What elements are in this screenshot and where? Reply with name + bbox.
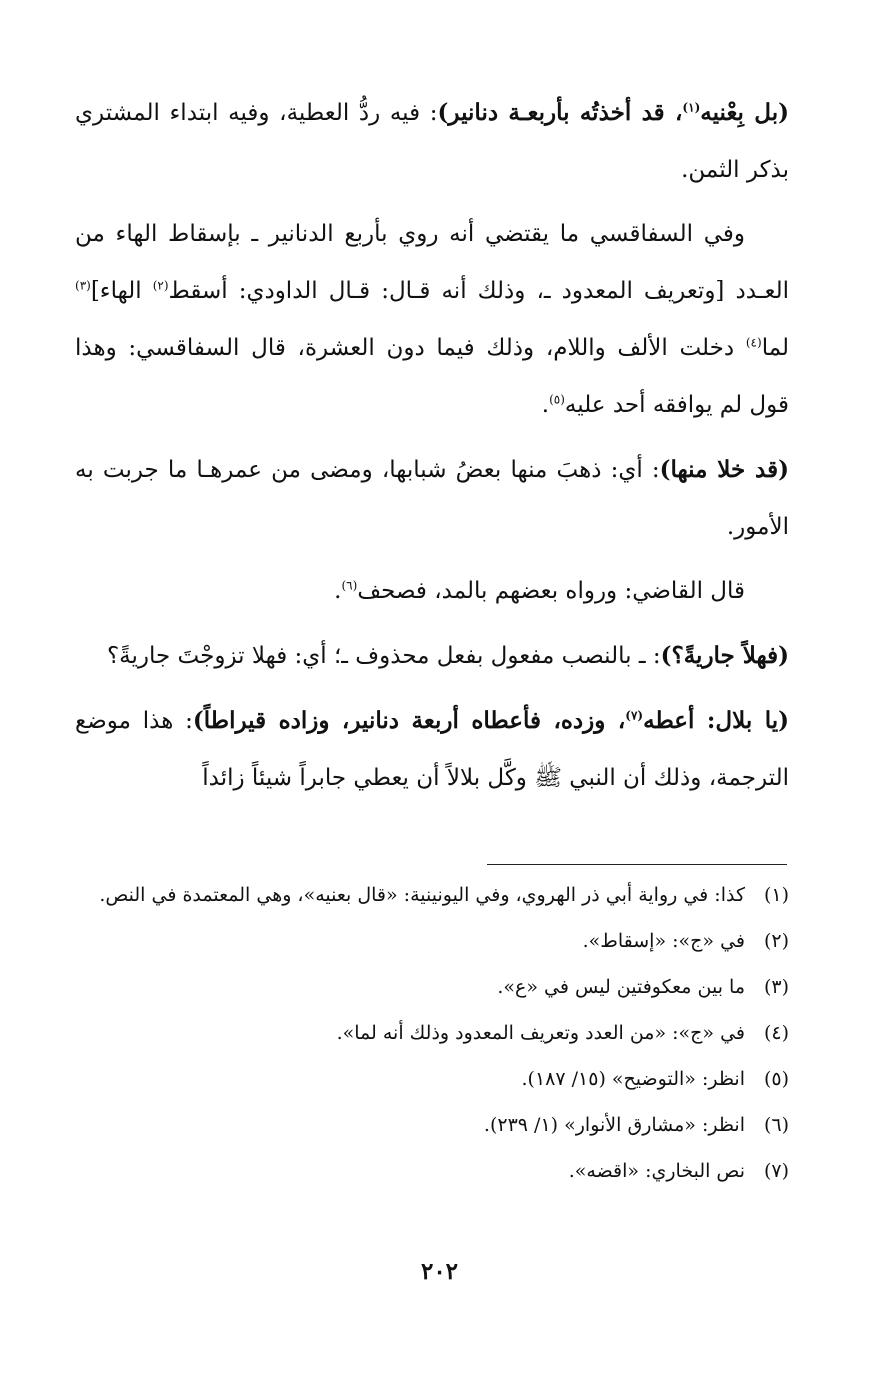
lemma-text: (يا بلال: أعطه — [643, 707, 789, 734]
paragraph-1 — [75, 84, 789, 199]
commentary-text: دخلت الألف واللام، وذلك فيما دون العشرة، قال السفاقسي: وهذا قول لم يوافقه أحد عليه — [75, 335, 789, 418]
lemma — [193, 707, 789, 734]
footnote-6 — [75, 1108, 789, 1142]
commentary-text: : ـ بالنصب مفعول بفعل محذوف ـ؛ أي: فهلا تزوجْتَ جاريةً؟ — [106, 643, 661, 669]
footnote-number: (٧) — [763, 1160, 789, 1182]
footnotes — [75, 878, 789, 1188]
lemma — [438, 99, 789, 126]
lemma: (فهلاً جاريةً؟) — [660, 642, 789, 669]
paragraph-2 — [75, 206, 789, 434]
footnote-7 — [75, 1154, 789, 1188]
main-text — [75, 84, 789, 814]
footnote-number: (٣) — [763, 976, 789, 998]
commentary-text: الهاء] — [90, 278, 153, 304]
commentary-text: . — [541, 392, 550, 418]
footnote-ref-2[interactable]: (٢) — [152, 278, 169, 293]
paragraph-5 — [75, 627, 789, 685]
lemma-text: ، وزده، فأعطاه أربعة دنانير، وزاده قيراطاً) — [192, 707, 626, 734]
footnote-ref-5[interactable]: (٥) — [549, 392, 565, 407]
footnote-text: ما بين معكوفتين ليس في «ع». — [497, 976, 745, 998]
commentary-text: . — [334, 578, 342, 604]
lemma-text: (بل بِعْنيه — [700, 99, 789, 126]
commentary-text: قال القاضي: ورواه بعضهم بالمد، فصحف — [357, 578, 745, 604]
footnote-number: (٥) — [763, 1068, 789, 1090]
commentary-text: لما — [761, 335, 789, 361]
paragraph-3 — [75, 441, 789, 556]
footnote-text: في «ج»: «إسقاط». — [582, 930, 745, 952]
commentary-text: : هذا موضع الترجمة، وذلك أن النبي ﷺ وكَّل بلالاً أن يعطي جابراً شيئاً زائداً — [75, 708, 789, 791]
page-number: ٢٠٢ — [420, 1258, 459, 1285]
footnote-2 — [75, 924, 789, 958]
footnote-3 — [75, 970, 789, 1004]
lemma: (قد خلا منها) — [659, 456, 789, 483]
footnote-ref-7[interactable]: (٧) — [625, 708, 644, 723]
footnote-number: (٢) — [763, 930, 789, 952]
paragraph-6 — [75, 692, 789, 807]
footnote-number: (٦) — [763, 1114, 789, 1136]
footnote-ref-6[interactable]: (٦) — [341, 578, 358, 593]
footnote-text: انظر: «التوضيح» (١٥/ ١٨٧). — [521, 1068, 745, 1090]
footnote-ref-1[interactable]: (١) — [682, 100, 701, 115]
footnote-ref-3[interactable]: (٣) — [75, 278, 91, 293]
footnote-divider — [487, 864, 787, 865]
commentary-text: : فيه ردُّ العطية، وفيه ابتداء المشتري بذكر الثمن. — [75, 100, 789, 183]
lemma-text: ، قد أخذتُه بأربعـة دنانير) — [437, 99, 683, 126]
footnote-4 — [75, 1016, 789, 1050]
footnote-1 — [75, 878, 789, 912]
paragraph-4 — [75, 563, 789, 620]
commentary-text: : أي: ذهبَ منها بعضُ شبابها، ومضى من عمرهـا ما جربت به الأمور. — [75, 457, 789, 540]
footnote-text: نص البخاري: «اقضه». — [568, 1160, 745, 1182]
footnote-text: في «ج»: «من العدد وتعريف المعدود وذلك أنه لما». — [336, 1022, 745, 1044]
footnote-number: (١) — [763, 884, 789, 906]
footnote-ref-4[interactable]: (٤) — [745, 335, 762, 350]
footnote-text: كذا: في رواية أبي ذر الهروي، وفي اليونينية: «قال بعنيه»، وهي المعتمدة في النص. — [99, 884, 745, 906]
footnote-5 — [75, 1062, 789, 1096]
footnote-number: (٤) — [763, 1022, 789, 1044]
footnote-text: انظر: «مشارق الأنوار» (١/ ٢٣٩). — [483, 1114, 745, 1136]
commentary-text: وفي السفاقسي ما يقتضي أنه روي بأربع الدنانير ـ بإسقاط الهاء من العـدد [وتعريف المعدود ـ، وذلك أنه قـال: قـال الداودي: أسقط — [75, 221, 789, 304]
